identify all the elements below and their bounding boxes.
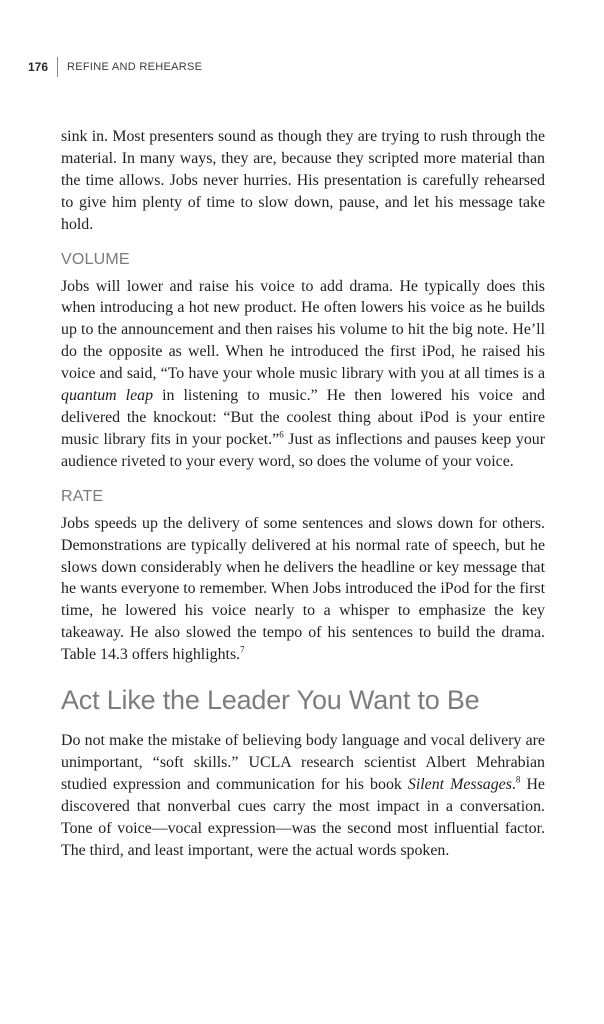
paragraph-volume: Jobs will lower and raise his voice to add drama. He typically does this when introducing a hot new product. He often lowers his voice as he builds up to the announcement and then raises his volume to hit the big note. He’ll do the opposite as well. When he introduced the first iPod, he raised his voice and said, “To have your whole music library with you at all times is a quantum leap in listening to music.” He then lowered his voice and delivered the knockout: “But the coolest thing about iPod is your entire music library fits in your pocket.”$^6$ Just as inflections and pauses keep your audience riveted to your every word, so does the volume of your voice. [61,277,545,470]
subheading-rate: RATE [61,487,104,505]
subheading-volume: VOLUME [61,250,130,268]
running-head: REFINE AND REHEARSE [67,61,203,73]
paragraph-rate: Jobs speeds up the delivery of some sentences and slows down for others. Demonstrations are typically delivered at his normal rate of speech, but he slows down considerably when he delivers the headline or key message that he wants everyone to remember. When Jobs introduced the iPod for the first time, he lowered his voice nearly to a whisper to emphasize the key takeaway. He also slowed the tempo of his sentences to build the drama. Table 14.3 offers highlights.$^7$ [61,514,545,664]
footnote-ref-6: 6 [279,429,284,440]
footnote-ref-8: 8 [515,774,521,785]
footnote-ref-7: 7 [240,644,245,655]
page-header [28,56,202,78]
section-heading: Act Like the Leader You Want to Be [61,685,480,716]
paragraph-section: Do not make the mistake of believing body language and vocal delivery are unimportant, “soft skills.” UCLA research scientist Albert Mehrabian studied expression and communication for his book Silent Messages.$^8$ He discovered that nonverbal cues carry the most impact in a conversation. Tone of voice—vocal expression—was the second most influential factor. The third, and least important, were the actual words spoken. [61,732,545,859]
emphasis-quantum-leap: quantum leap [61,387,154,405]
page-number: 176 [28,60,49,74]
header-divider [57,57,58,77]
body-text [61,126,545,861]
emphasis-book-title: Silent Messages [407,775,512,793]
paragraph-continued: sink in. Most presenters sound as though they are trying to rush through the material. In many ways, they are, because they scripted more material than the time allows. Jobs never hurries. His presentation is carefully rehearsed to give him plenty of time to slow down, pause, and let his message take hold. [61,128,545,233]
